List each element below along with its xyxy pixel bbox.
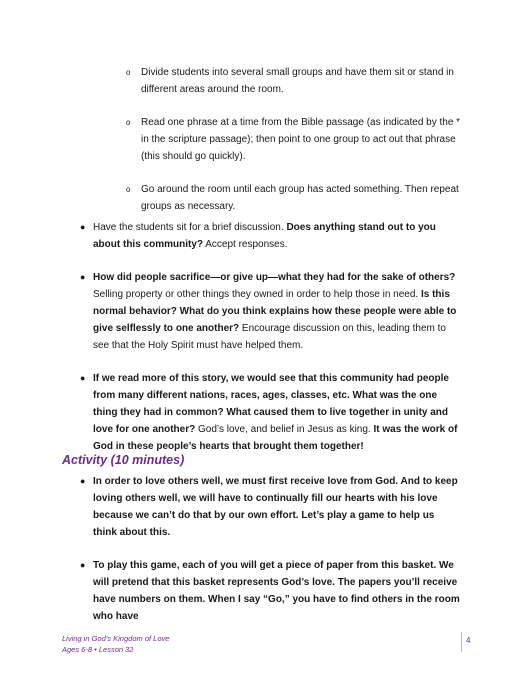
bullet-icon: ● — [80, 272, 86, 282]
page-number: 4 — [466, 636, 471, 645]
discussion-item-1 — [80, 219, 460, 253]
footer-separator: • — [94, 645, 97, 654]
activity-list — [80, 473, 460, 625]
text: God’s love, and belief in Jesus as king. — [195, 424, 374, 435]
circle-bullet-icon: o — [126, 118, 131, 127]
section-heading: Activity (10 minutes) — [62, 453, 185, 467]
circle-bullet-icon: o — [126, 185, 131, 194]
footer-lesson: Lesson 32 — [98, 645, 134, 654]
sub-item-text: Read one phrase at a time from the Bible passage (as indicated by the * in the scripture passage); then point to one group to act out that phrase (this should go quickly). — [141, 117, 461, 162]
bold-text: Does anything stand out to you about this community? — [93, 222, 436, 250]
sub-item-2 — [126, 114, 466, 165]
footer-title: Living in God’s Kingdom of Love — [62, 634, 170, 643]
sub-item-text: Divide students into several small groups and have them sit or stand in different areas around the room. — [141, 67, 454, 95]
footer-divider — [461, 632, 462, 652]
text: Have the students sit for a brief discussion. — [93, 222, 287, 233]
bold-text: To play this game, each of you will get a piece of paper from this basket. We will pretend that this basket represents God’s love. The papers you’ll receive have numbers on them. When I say “Go,” you have to find others in the room who have — [93, 560, 460, 622]
discussion-item-3 — [80, 370, 460, 455]
bold-text: In order to love others well, we must first receive love from God. And to keep loving others well, we will have to continually fill our hearts with his love because we can’t do that by our own effort. Let’s play a game to help us think about this. — [93, 476, 458, 538]
text: Accept responses. — [203, 239, 288, 250]
bullet-icon: ● — [80, 373, 86, 383]
bullet-icon: ● — [80, 560, 86, 570]
sub-list — [126, 64, 466, 215]
footer — [62, 633, 169, 655]
bold-text: If we read more of this story, we would see that this community had people from many different nations, races, ages, classes, etc. What was the one thing they had in common? What caused them to live together in unity and love for one another? — [93, 373, 449, 435]
bullet-icon: ● — [80, 222, 86, 232]
sub-item-text: Go around the room until each group has acted something. Then repeat groups as necessary. — [141, 184, 459, 212]
discussion-list — [80, 219, 460, 455]
circle-bullet-icon: o — [126, 68, 131, 77]
bold-text: How did people sacrifice—or give up—what they had for the sake of others? — [93, 272, 456, 283]
bold-text: It was the work of God in these people’s hearts that brought them together! — [93, 424, 458, 452]
discussion-item-2 — [80, 269, 460, 354]
activity-item-2 — [80, 557, 460, 625]
sub-item-1 — [126, 64, 466, 98]
bold-text: Is this normal behavior? What do you think explains how these people were able to give selflessly to one another? — [93, 289, 457, 334]
activity-item-1 — [80, 473, 460, 541]
sub-item-3 — [126, 181, 466, 215]
footer-ages: Ages 6-8 — [62, 645, 93, 654]
text: Selling property or other things they owned in order to help those in need. — [93, 289, 421, 300]
bullet-icon: ● — [80, 476, 86, 486]
text: Encourage discussion on this, leading them to see that the Holy Spirit must have helped them. — [93, 323, 446, 351]
footer-lesson-line — [62, 644, 169, 655]
